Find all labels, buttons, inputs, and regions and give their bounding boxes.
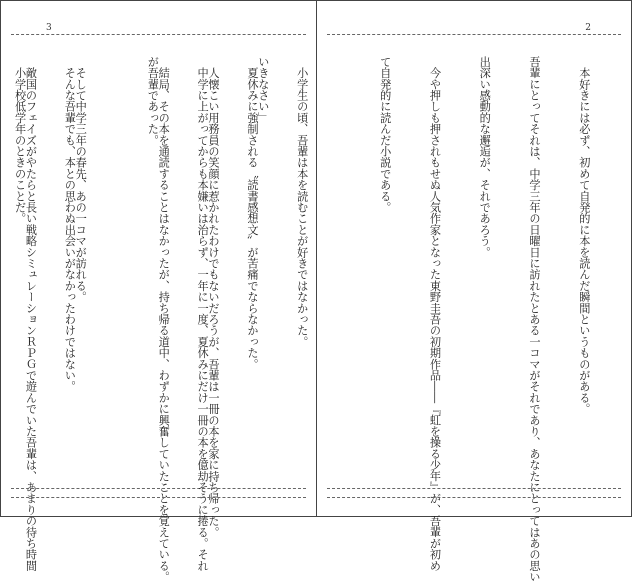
text-line: 結局、その本を通読することはなかったが、持ち帰る道中、わずかに興奮していたことを覚えている。 (157, 56, 171, 582)
text-line: 出深い感動的な邂逅が、それであろう。 (478, 56, 492, 258)
text-line: 小学校低学年のときのことだ。 (13, 56, 27, 224)
text-line: が吾輩であった。 (146, 56, 160, 146)
bottom-divider (327, 488, 621, 489)
top-divider (327, 34, 621, 35)
text-line: いきなさい」 (256, 56, 270, 124)
text-line: 人懐こい用務員の笑顔に惹かれたわけでもないだろうが、吾輩は一冊の本を家に持ち帰った。 (207, 56, 221, 538)
text-line: そして中学三年の春先、あの一コマが訪れる。 (74, 56, 88, 303)
text-line: 吾輩にとってそれは、中学三年の日曜日に訪れたとある一コマがそれであり、あなたにとってはあの思い (528, 56, 542, 582)
text-line: 夏休みに強制される〝読書感想文〟が苦痛でならなかった。 (245, 56, 259, 370)
page-number-right: 2 (585, 23, 591, 33)
text-line: て自発的に読んだ小説である。 (378, 56, 392, 213)
text-line: そんな吾輩でも、本との思わぬ出会いがなかったわけではない。 (63, 56, 77, 392)
text-line: 敵国のフェイズがやたらと長い戦略シミュレーションＲＰＧで遊んでいた吾輩は、あまりの待ち時間 (24, 56, 38, 572)
text-line: 小学生の頃、吾輩は本を読むことが好きではなかった。 (295, 56, 309, 348)
bottom-divider (11, 497, 306, 498)
top-divider (11, 34, 306, 35)
text-line: 本好きには必ず、初めて自発的に本を読んだ瞬間というものがある。 (577, 56, 591, 415)
bottom-divider (327, 497, 621, 498)
bottom-divider (11, 488, 306, 489)
text-line: 今や押しも押されもせぬ人気作家となった東野圭吾の初期作品――『虹を操る少年』が、吾輩が初め (428, 56, 442, 572)
text-line: 中学に上がってからも本嫌いは治らず、一年に一度、夏休みにだけ一冊の本を億劫そうに捲る。それ (196, 56, 210, 572)
page-number-left: 3 (46, 23, 52, 33)
